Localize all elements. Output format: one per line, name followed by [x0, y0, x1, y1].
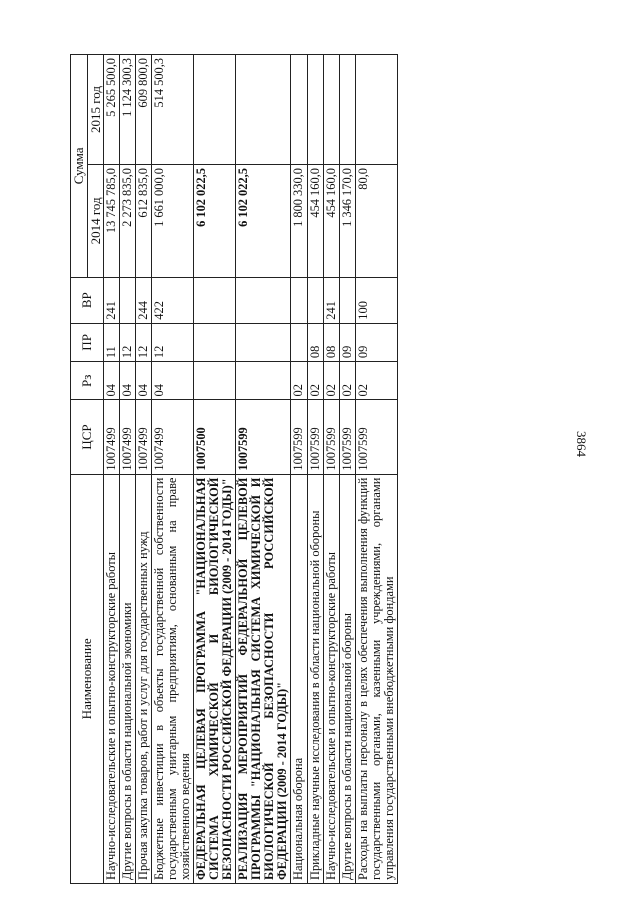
row-rz: 04 — [104, 362, 120, 400]
row-sum-2015: 609 800,0 — [136, 55, 152, 165]
row-rz: 02 — [355, 362, 397, 400]
row-vr: 244 — [136, 277, 152, 323]
table-row — [136, 55, 152, 884]
row-pr: 08 — [323, 323, 339, 361]
row-pr: 12 — [120, 323, 136, 361]
row-sum-2014: 1 661 000,0 — [152, 165, 194, 278]
page-number: 3864 — [574, 431, 589, 457]
table-row — [236, 55, 291, 884]
row-pr: 09 — [339, 323, 355, 361]
row-pr — [194, 323, 236, 361]
row-vr — [120, 277, 136, 323]
row-sum-2015: 514 500,3 — [152, 55, 194, 165]
row-sum-2014: 6 102 022,5 — [194, 165, 236, 278]
row-sum-2015 — [307, 55, 323, 165]
header-year-2014: 2014 год — [87, 165, 104, 278]
row-sum-2014: 454 160,0 — [307, 165, 323, 278]
row-vr: 422 — [152, 277, 194, 323]
row-sum-2015 — [323, 55, 339, 165]
row-sum-2015 — [339, 55, 355, 165]
row-name: Научно-исследовательские и опытно-конструкторские работы — [104, 474, 120, 883]
row-rz: 02 — [307, 362, 323, 400]
header-sum: Сумма — [71, 55, 88, 278]
row-vr: 100 — [355, 277, 397, 323]
row-rz: 04 — [152, 362, 194, 400]
table-row — [120, 55, 136, 884]
row-name: ФЕДЕРАЛЬНАЯ ЦЕЛЕВАЯ ПРОГРАММА "НАЦИОНАЛЬНАЯ СИСТЕМА ХИМИЧЕСКОЙ И БИОЛОГИЧЕСКОЙ БЕЗОПАСНОСТИ РОССИЙСКОЙ ФЕДЕРАЦИИ (2009 - 2014 ГОДЫ)" — [194, 474, 236, 883]
header-name: Наименование — [71, 474, 104, 883]
table-row — [291, 55, 307, 884]
row-sum-2015: 5 265 500,0 — [104, 55, 120, 165]
row-sum-2014: 1 346 170,0 — [339, 165, 355, 278]
budget-table-rotated — [70, 54, 570, 884]
table-row — [323, 55, 339, 884]
row-rz — [236, 362, 291, 400]
row-sum-2015: 1 124 300,3 — [120, 55, 136, 165]
row-sum-2015 — [236, 55, 291, 165]
row-name: Другие вопросы в области национальной обороны — [339, 474, 355, 883]
row-sum-2014: 6 102 022,5 — [236, 165, 291, 278]
row-sum-2014: 612 835,0 — [136, 165, 152, 278]
row-name: Расходы на выплаты персоналу в целях обеспечения выполнения функций государственными органами, казенными учреждениями, органами управления государственными внебюджетными фондами — [355, 474, 397, 883]
row-vr — [236, 277, 291, 323]
row-vr: 241 — [104, 277, 120, 323]
row-pr: 11 — [104, 323, 120, 361]
row-rz: 02 — [323, 362, 339, 400]
row-rz: 02 — [291, 362, 307, 400]
row-sum-2015 — [291, 55, 307, 165]
row-csr: 1007599 — [236, 400, 291, 474]
table-row — [339, 55, 355, 884]
row-rz: 02 — [339, 362, 355, 400]
row-name: Научно-исследовательские и опытно-конструкторские работы — [323, 474, 339, 883]
header-csr: ЦСР — [71, 400, 104, 474]
row-vr — [307, 277, 323, 323]
row-name: Бюджетные инвестиции в объекты государственной собственности государственным унитарным предприятиям, основанным на праве хозяйственного ведения — [152, 474, 194, 883]
row-sum-2015 — [194, 55, 236, 165]
row-pr: 09 — [355, 323, 397, 361]
row-csr: 1007599 — [355, 400, 397, 474]
row-name: Другие вопросы в области национальной экономики — [120, 474, 136, 883]
row-csr: 1007599 — [339, 400, 355, 474]
row-csr: 1007499 — [152, 400, 194, 474]
row-pr: 08 — [307, 323, 323, 361]
header-rz: Рз — [71, 362, 104, 400]
row-name: Национальная оборона — [291, 474, 307, 883]
budget-table — [70, 54, 398, 884]
table-row — [194, 55, 236, 884]
row-csr: 1007499 — [104, 400, 120, 474]
row-name: Прикладные научные исследования в области национальной обороны — [307, 474, 323, 883]
row-sum-2014: 80,0 — [355, 165, 397, 278]
row-sum-2014: 13 745 785,0 — [104, 165, 120, 278]
row-rz: 04 — [136, 362, 152, 400]
row-csr: 1007599 — [307, 400, 323, 474]
row-rz — [194, 362, 236, 400]
row-rz: 04 — [120, 362, 136, 400]
row-csr: 1007499 — [136, 400, 152, 474]
row-vr — [291, 277, 307, 323]
header-year-2015: 2015 год — [87, 55, 104, 165]
row-csr: 1007500 — [194, 400, 236, 474]
row-sum-2015 — [355, 55, 397, 165]
row-vr — [339, 277, 355, 323]
table-row — [355, 55, 397, 884]
row-vr: 241 — [323, 277, 339, 323]
row-sum-2014: 454 160,0 — [323, 165, 339, 278]
table-header — [71, 55, 104, 884]
row-name: РЕАЛИЗАЦИЯ МЕРОПРИЯТИЙ ФЕДЕРАЛЬНОЙ ЦЕЛЕВОЙ ПРОГРАММЫ "НАЦИОНАЛЬНАЯ СИСТЕМА ХИМИЧЕСКОЙ И БИОЛОГИЧЕСКОЙ БЕЗОПАСНОСТИ РОССИЙСКОЙ ФЕДЕРАЦИИ (2009 - 2014 ГОДЫ)" — [236, 474, 291, 883]
row-vr — [194, 277, 236, 323]
row-sum-2014: 1 800 330,0 — [291, 165, 307, 278]
table-row — [152, 55, 194, 884]
table-body — [104, 55, 397, 884]
row-name: Прочая закупка товаров, работ и услуг для государственных нужд — [136, 474, 152, 883]
row-sum-2014: 2 273 835,0 — [120, 165, 136, 278]
table-row — [307, 55, 323, 884]
row-csr: 1007499 — [120, 400, 136, 474]
header-vr: ВР — [71, 277, 104, 323]
row-pr — [236, 323, 291, 361]
table-row — [104, 55, 120, 884]
row-pr: 12 — [152, 323, 194, 361]
row-csr: 1007599 — [291, 400, 307, 474]
row-csr: 1007599 — [323, 400, 339, 474]
row-pr — [291, 323, 307, 361]
header-pr: ПР — [71, 323, 104, 361]
row-pr: 12 — [136, 323, 152, 361]
